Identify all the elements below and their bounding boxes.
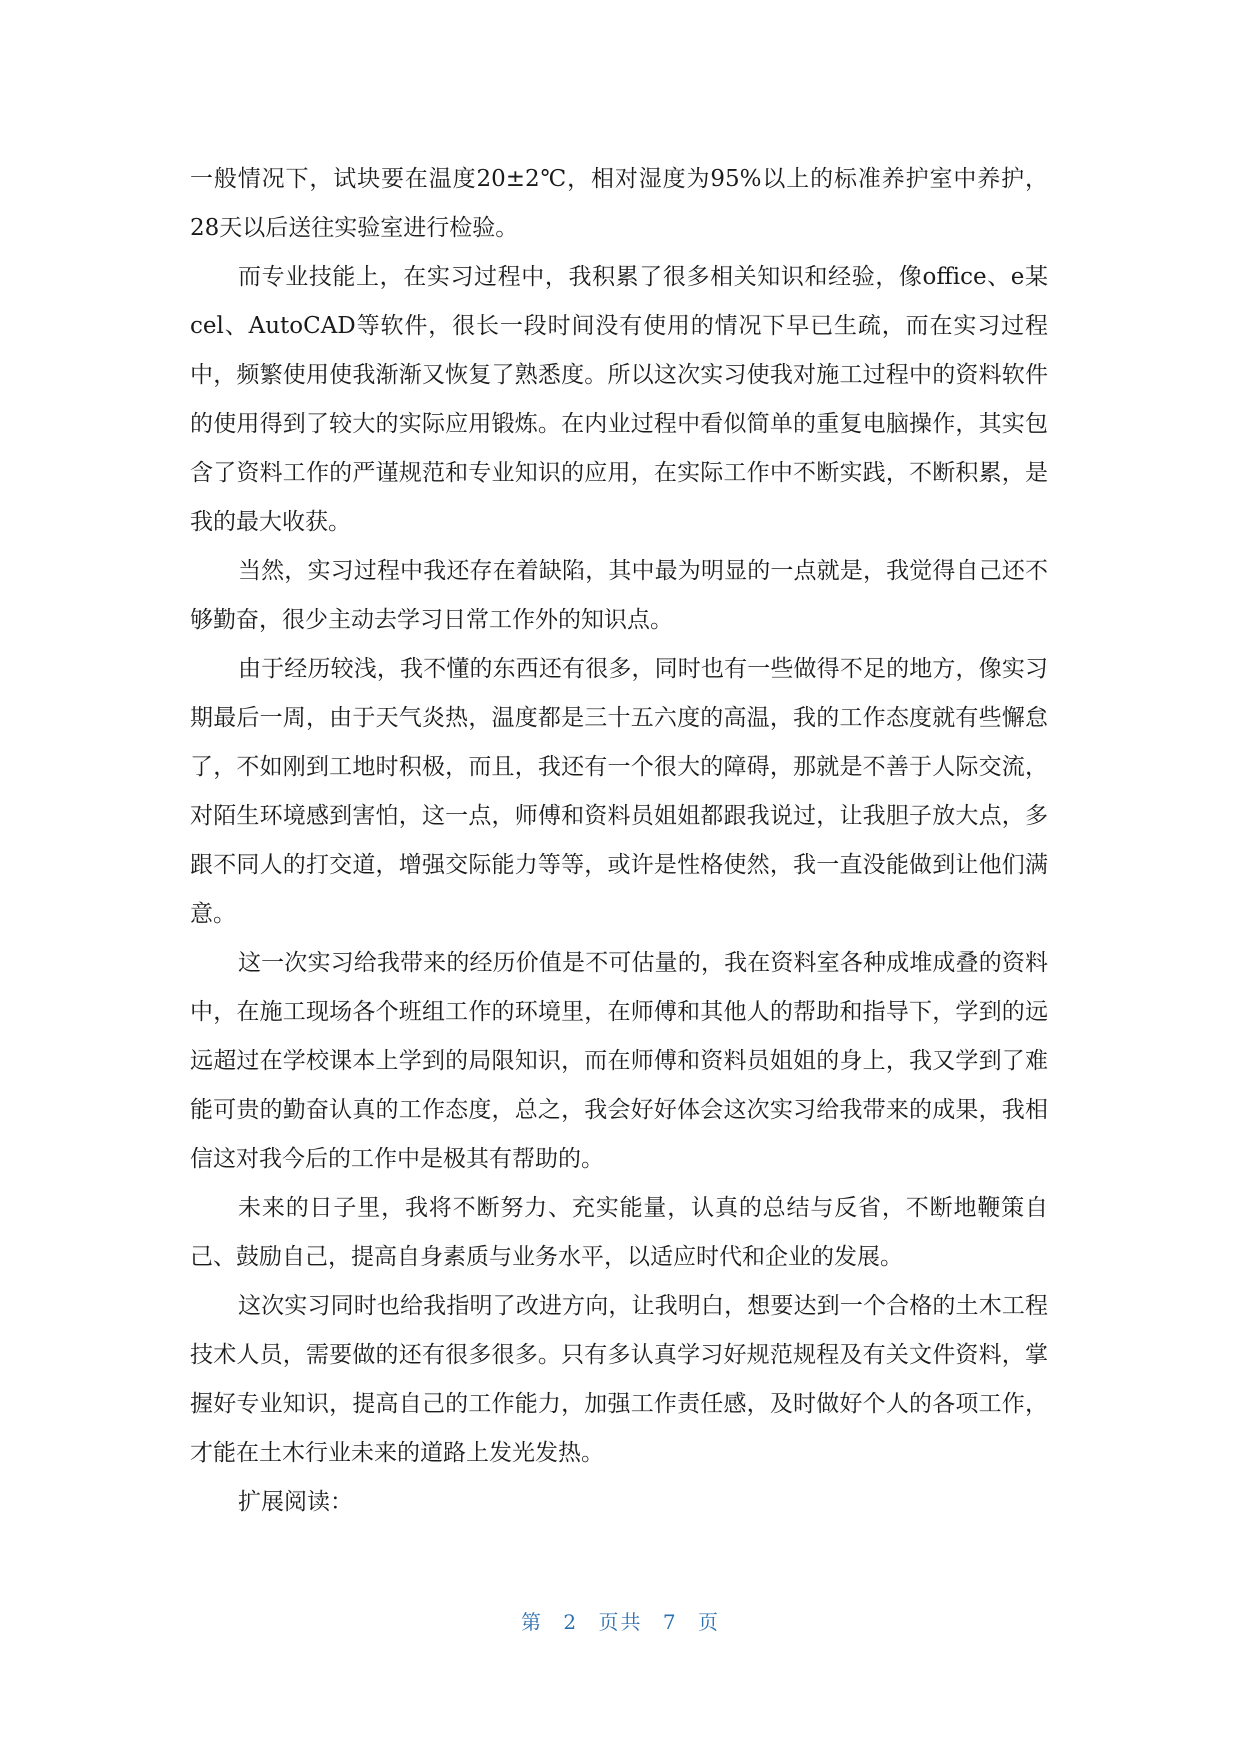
paragraph-5: 这一次实习给我带来的经历价值是不可估量的，我在资料室各种成堆成叠的资料中，在施工现场各个班组工作的环境里，在师傅和其他人的帮助和指导下，学到的远远超过在学校课本上学到的局限知识，而在师傅和资料员姐姐的身上，我又学到了难能可贵的勤奋认真的工作态度，总之，我会好好体会这次实习给我带来的成果，我相信这对我今后的工作中是极其有帮助的。	[190, 950, 1048, 1172]
paragraph-2: 而专业技能上，在实习过程中，我积累了很多相关知识和经验，像office、e某cel、AutoCAD等软件，很长一段时间没有使用的情况下早已生疏，而在实习过程中，频繁使用使我渐渐又恢复了熟悉度。所以这次实习使我对施工过程中的资料软件的使用得到了较大的实际应用锻炼。在内业过程中看似简单的重复电脑操作，其实包含了资料工作的严谨规范和专业知识的应用，在实际工作中不断实践，不断积累，是我的最大收获。	[190, 264, 1048, 535]
footer-label-ye-gong: 页共	[598, 1610, 643, 1634]
footer-total-pages: 7	[662, 1610, 678, 1634]
paragraph-8-extended-reading: 扩展阅读：	[238, 1489, 353, 1515]
paragraph-1: 一般情况下，试块要在温度20±2℃，相对湿度为95%以上的标准养护室中养护，28天以后送往实验室进行检验。	[190, 166, 1048, 241]
paragraph-3: 当然，实习过程中我还存在着缺陷，其中最为明显的一点就是，我觉得自己还不够勤奋，很少主动去学习日常工作外的知识点。	[190, 558, 1048, 633]
footer-label-ye: 页	[697, 1610, 720, 1634]
paragraph-7: 这次实习同时也给我指明了改进方向，让我明白，想要达到一个合格的土木工程技术人员，需要做的还有很多很多。只有多认真学习好规范规程及有关文件资料，掌握好专业知识，提高自己的工作能力，加强工作责任感，及时做好个人的各项工作，才能在土木行业未来的道路上发光发热。	[190, 1293, 1048, 1466]
paragraph-6: 未来的日子里，我将不断努力、充实能量，认真的总结与反省，不断地鞭策自己、鼓励自己，提高自身素质与业务水平，以适应时代和企业的发展。	[190, 1195, 1048, 1270]
footer-label-di: 第	[521, 1610, 544, 1634]
page-number-footer	[0, 1606, 1241, 1635]
paragraph-4: 由于经历较浅，我不懂的东西还有很多，同时也有一些做得不足的地方，像实习期最后一周，由于天气炎热，温度都是三十五六度的高温，我的工作态度就有些懈怠了，不如刚到工地时积极，而且，我还有一个很大的障碍，那就是不善于人际交流，对陌生环境感到害怕，这一点，师傅和资料员姐姐都跟我说过，让我胆子放大点，多跟不同人的打交道，增强交际能力等等，或许是性格使然，我一直没能做到让他们满意。	[190, 656, 1048, 927]
document-body	[190, 155, 1048, 1527]
footer-current-page: 2	[563, 1610, 579, 1634]
